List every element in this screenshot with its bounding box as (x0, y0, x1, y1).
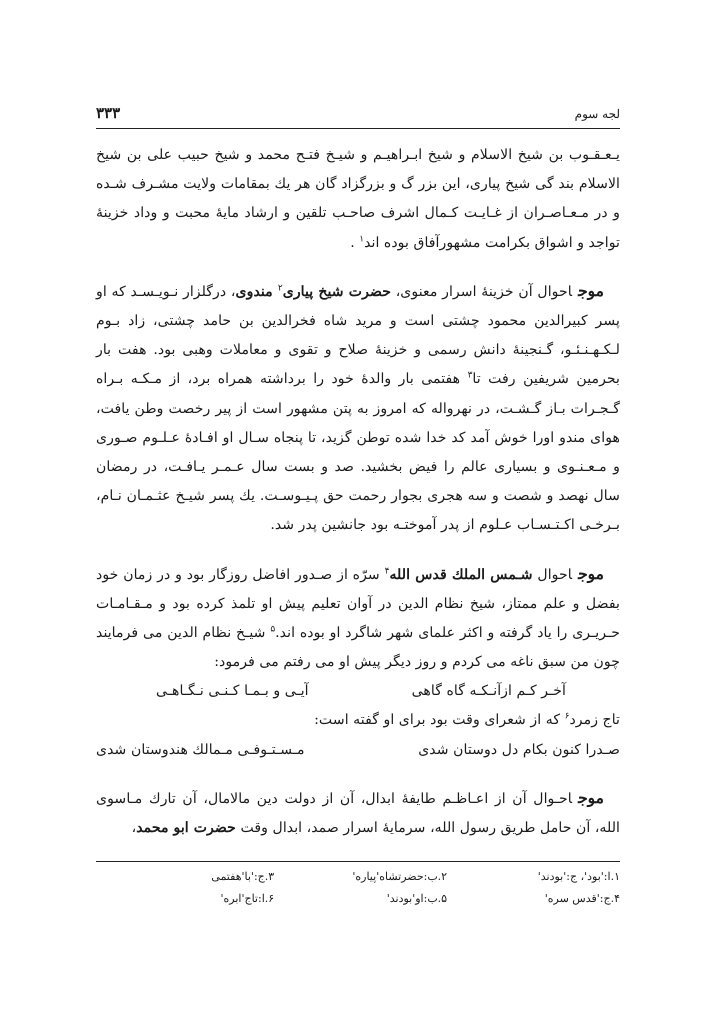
poem-couplet-2 (96, 736, 620, 765)
section-keyword: موج (578, 787, 604, 807)
footnote-ref: ۱ (359, 233, 365, 244)
poem-couplet-1 (96, 677, 620, 706)
footnote: ۳.ج:'با'هفتمی (211, 870, 275, 884)
footnote: ۲.ب:حضرتشاه'پیاره' (352, 870, 448, 884)
section-paragraph-1: موجاحوال آن خزینهٔ اسرار معنوی، حضرت شیخ پیاری$^۲$ مندوی، درگلزار نـویـسـد که او پسر کبیرالدین محمود چشتی است و مرید شاه فخرالدین بن حامد چشتی، زاد بـوم لـکـهـنـئـو، گـنجینهٔ دانش رسمی و خزینهٔ صلاح و تقوی و معاملات وهبی بود. هفت بار بحرمین شریفین رفت تا$^۳$ هفتمی بار والدهٔ خود را برداشته همراه برد، از مـکـه بـراه گـجـرات بـاز گـشـت، در نهرواله که امروز به پتن مشهور است از پیر رخصت وطن یافت، هوای مندو اورا خوش آمد کد خدا شده توطن گزید، تا پنجاه سـال او افـادهٔ عـلـوم صـوری و مـعـنـوی و بسیاری عالم را فیض بخشید. صد و بست سال عـمـر یـافـت، در رمضان سال نهصد و شصت و سه هجری بجوار رحمت حق پـیـوسـت. یك پسر شیـخ عثـمـان نـام، بـرخـی اکـتـسـاب عـلوم از پدر آموختـه بود جانشین پدر شد. (96, 280, 621, 534)
hemistich: مـسـتـوفـی مـمالك هندوستان شدی (96, 741, 305, 758)
footnote: ۵.ب:او'بودند' (386, 892, 448, 906)
verse-intro-line: تاج زمرد$^۶$ که از شعرای وقت بود برای او گفته است: (314, 711, 620, 729)
hemistich: صـدرا کنون بکام دل دوستان شدی (418, 741, 620, 758)
person-name: حضرت شیخ پیاری (282, 283, 392, 300)
hemistich: آیـی و بـمـا کـنـی نـگـاهـی (156, 683, 309, 700)
footnote-ref: ۴ (384, 565, 390, 576)
footnote-ref: ۳ (467, 370, 473, 381)
section-paragraph-3: موجاحـوال آن از اعـاظـم طایفهٔ ابدال، آن از دولت دین مالامال، آن تارك مـاسوی الله، آن حامل طریق رسول الله، سرمایهٔ اسرار صمد، ابدال وقت حضرت ابو محمد، (96, 787, 620, 836)
chapter-label: لجه سوم (574, 107, 620, 121)
footnote-row (96, 888, 620, 910)
footnote-ref: ۵ (270, 624, 276, 635)
section-keyword: موج (578, 280, 604, 300)
footnote-row (96, 866, 620, 888)
section-keyword: موج (578, 563, 604, 583)
hemistich: آخـر کـم ازآنـکـه گاه گاهی (411, 683, 566, 700)
footnote: ۱.ا:'بود'، ج:'بودند' (537, 870, 620, 884)
person-name: شـمس الملك قدس الله (389, 566, 533, 583)
intro-paragraph: یـعـقـوب بن شیخ الاسلام و شیخ ابـراهیـم و شیـخ فتـح محمد و شیخ حبیب علی بن شیخ الاسلام بند گی شیخ پیاری، این بزر گ و بزرگزاد گان هر یك بمقامات ولایت مشـرف شـده و در مـعـاصـران از غـایـت کـمال اشرف صاحـب تلقین و ارشاد مایهٔ محبت و وداد خزینهٔ تواجد و اشواق بکرامت مشهورآفاق بوده اند$^۱$ . (96, 147, 620, 251)
footnote-ref: ۶ (564, 711, 570, 722)
footnotes (96, 866, 620, 910)
page-number: ۳۳۳ (96, 104, 121, 122)
footnote: ۴.ج:'قدس سره' (544, 892, 620, 906)
book-page (96, 104, 620, 910)
footnote-divider (96, 861, 620, 862)
section-paragraph-2: موجاحوال شـمس الملك قدس الله$^۴$ سرّه از صـدور افاضل روزگار بود و در زمان خود بفضل و علم ممتاز، شیخ نظام الدین در آوان تعلیم پیش او تلمذ کرده بود و مـقـامـات حـریـری را یاد گرفته و اکثر علمای شهر شاگرد او بوده اند.$^۵$ شیـخ نظام الدین می فرمایند چون من سبق ناغه می کردم و روز دیگر پیش او می رفتم می فرمود: (96, 563, 620, 671)
running-header (96, 104, 620, 129)
footnote: ۶.ا:تاج'ابره' (220, 892, 275, 906)
person-name: حضرت ابو محمد (136, 819, 236, 836)
footnote-ref: ۲ (277, 283, 283, 294)
